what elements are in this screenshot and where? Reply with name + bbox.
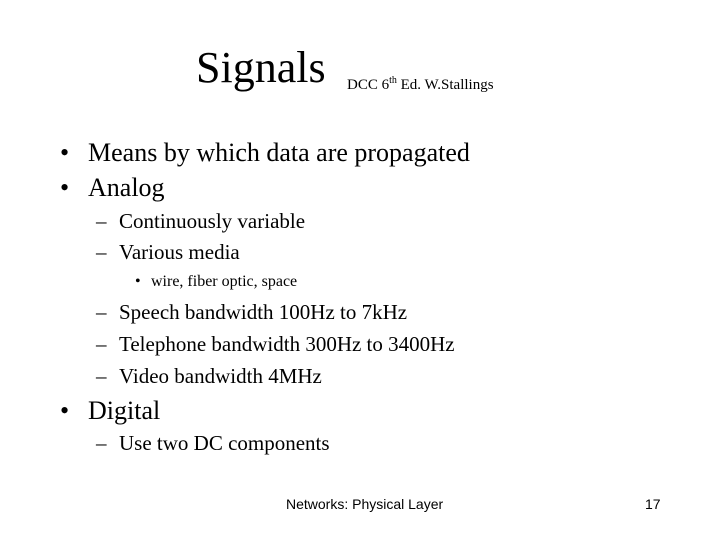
sub-sub-bullet-text: wire, fiber optic, space xyxy=(151,273,298,290)
bullet-marker: • xyxy=(60,173,70,202)
subtitle-prefix: DCC 6 xyxy=(347,77,390,93)
sub-bullet-text: Various media xyxy=(119,240,240,264)
bullet-marker: • xyxy=(60,396,70,425)
sub-bullet-text: Use two DC components xyxy=(119,431,330,455)
subtitle-suffix: Ed. W.Stallings xyxy=(396,77,494,93)
dash-marker: – xyxy=(96,431,107,455)
subtitle-superscript: th xyxy=(389,75,397,86)
slide-footer: Networks: Physical Layer xyxy=(286,496,444,512)
dash-marker: – xyxy=(96,332,107,356)
dash-marker: – xyxy=(96,240,107,264)
slide-subtitle xyxy=(347,75,494,93)
dash-marker: – xyxy=(96,300,107,324)
page-number: 17 xyxy=(645,496,661,512)
sub-bullet-text: Video bandwidth 4MHz xyxy=(119,364,322,388)
bullet-text: Digital xyxy=(88,396,161,425)
sub-bullet-text: Telephone bandwidth 300Hz to 3400Hz xyxy=(119,332,455,356)
dash-marker: – xyxy=(96,364,107,388)
bullet-text: Analog xyxy=(88,173,165,202)
bullet-marker: • xyxy=(135,273,141,290)
sub-bullet-text: Speech bandwidth 100Hz to 7kHz xyxy=(119,300,408,324)
slide-title: Signals xyxy=(196,43,326,92)
sub-bullet-text: Continuously variable xyxy=(119,209,306,233)
bullet-marker: • xyxy=(60,138,70,167)
bullet-text: Means by which data are propagated xyxy=(88,138,470,167)
dash-marker: – xyxy=(96,209,107,233)
